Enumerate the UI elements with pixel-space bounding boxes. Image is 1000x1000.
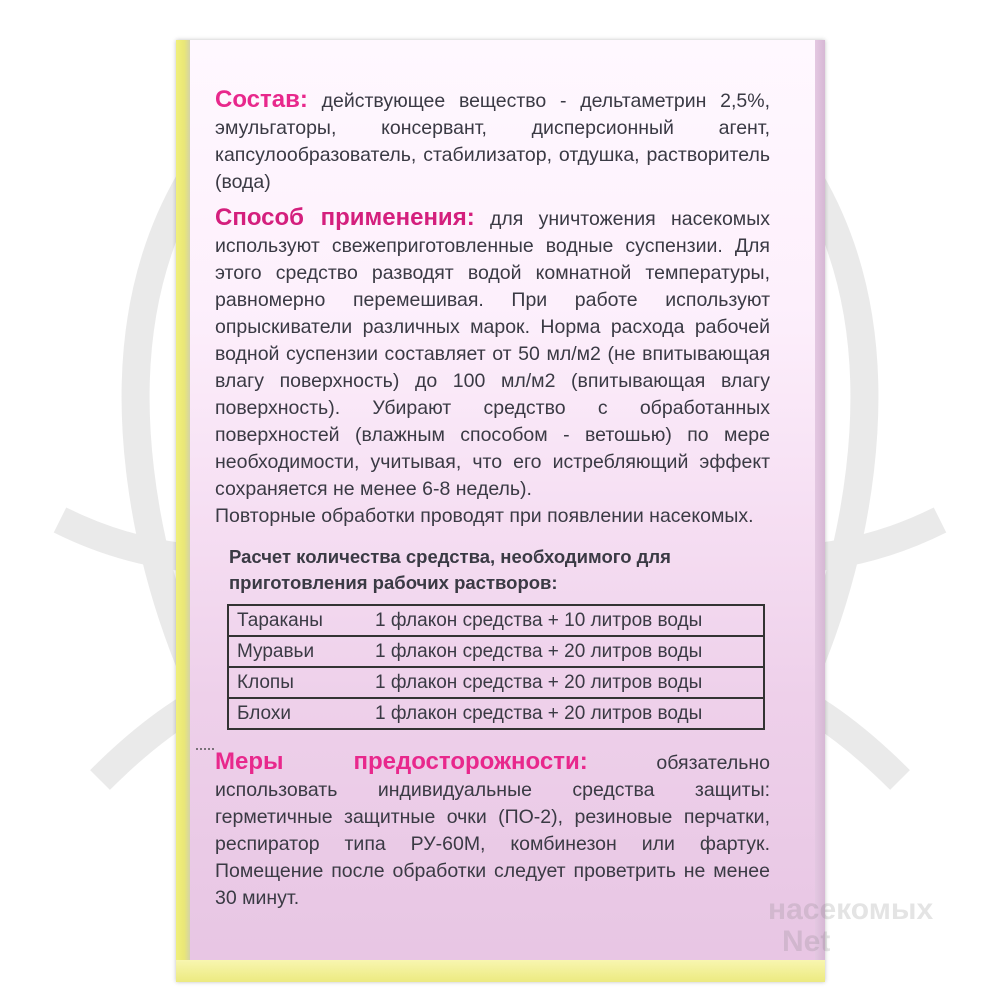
label-text [215, 86, 770, 912]
watermark-line: Net [782, 925, 831, 958]
dosage-amount: 1 флакон средства + 20 литров воды [363, 636, 764, 667]
repeat-treatment-text: Повторные обработки проводят при появлении насекомых. [215, 505, 754, 527]
dosage-row [228, 698, 764, 729]
precautions-text: обязательно использовать индивидуальные средства защиты: герметичные защитные очки (ПО-2), резиновые перчатки, респиратор типа РУ-60М, комбинезон или фартук. Помещение после обработки следует проветрить не менее 30 минут. [215, 752, 770, 909]
watermark-text [768, 894, 933, 958]
dosage-pest: Блохи [228, 698, 363, 729]
precautions-heading: Меры предосторожности: [215, 748, 588, 775]
dosage-pest: Муравьи [228, 636, 363, 667]
print-mark [196, 746, 214, 752]
precautions-paragraph [215, 748, 770, 912]
dosage-row [228, 667, 764, 698]
usage-heading: Способ применения: [215, 204, 475, 231]
package-right-edge [815, 40, 825, 982]
usage-paragraph [215, 204, 770, 503]
dosage-pest: Клопы [228, 667, 363, 698]
dosage-pest: Тараканы [228, 605, 363, 636]
dosage-row [228, 605, 764, 636]
dosage-amount: 1 флакон средства + 20 литров воды [363, 667, 764, 698]
usage-text: для уничтожения насекомых используют свежеприготовленные водные суспензии. Для этого средство разводят водой комнатной температуры, равномерно перемешивая. При работе используют опрыскиватели различных марок. Норма расхода рабочей водной суспензии составляет от 50 мл/м2 (не впитывающая влагу поверхность) до 100 мл/м2 (впитывающая влагу поверхность). Убирают средство с обработанных поверхностей (влажным способом - ветошью) по мере необходимости, учитывая, что его истребляющий эффект сохраняется не менее 6-8 недель). [215, 208, 770, 500]
composition-heading: Состав: [215, 86, 308, 113]
package-left-edge [176, 40, 190, 982]
dosage-row [228, 636, 764, 667]
composition-text: действующее вещество - дельтаметрин 2,5%, эмульгаторы, консервант, дисперсионный агент, капсулообразователь, стабилизатор, отдушка, растворитель (вода) [215, 90, 770, 193]
calculation-title: Расчет количества средства, необходимого для приготовления рабочих растворов: [229, 546, 671, 593]
dosage-table [227, 604, 765, 730]
package-bottom-edge [176, 960, 825, 982]
watermark-line: насекомых [768, 893, 934, 926]
dosage-amount: 1 флакон средства + 10 литров воды [363, 605, 764, 636]
dosage-amount: 1 флакон средства + 20 литров воды [363, 698, 764, 729]
composition-paragraph [215, 86, 770, 196]
